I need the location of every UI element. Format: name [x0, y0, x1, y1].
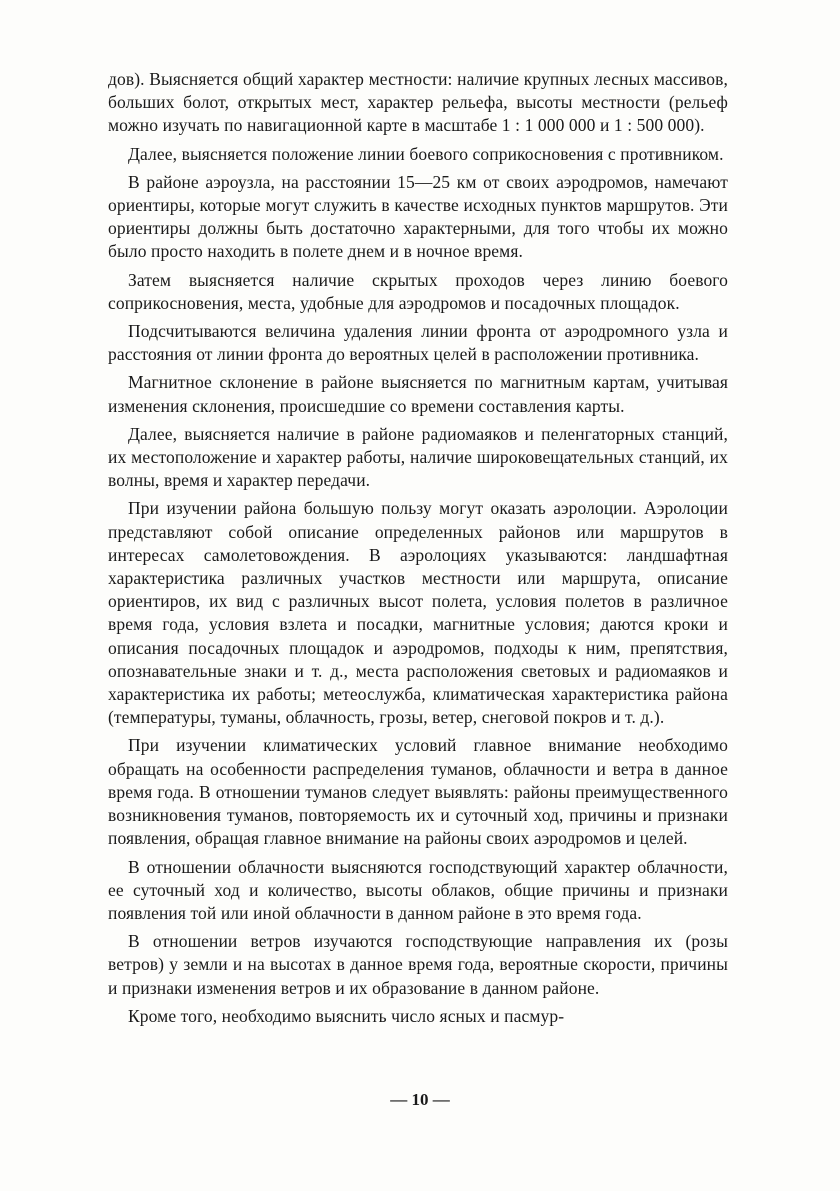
paragraph: Затем выясняется наличие скрытых проходов через линию боевого соприкосновения, места, удобные для аэродромов и посадочных площадок.	[108, 269, 728, 313]
paragraph: При изучении района большую пользу могут оказать аэролоции. Аэролоции представляют собой описание определенных районов или маршрутов в интересах самолетовождения. В аэролоциях указываются: ландшафтная характеристика различных участков местности или маршрута, описание ориентиров, их вид с различных высот полета, условия полетов в различное время года, условия взлета и посадки, магнитные условия; даются кроки и описания посадочных площадок и аэродромов, подходы к ним, препятствия, опознавательные знаки и т. д., места расположения световых и радиомаяков и характеристика их работы; метеослужба, климатическая характеристика района (температуры, туманы, облачность, грозы, ветер, снеговой покров и т. д.).	[108, 498, 728, 728]
paragraph: В отношении облачности выясняются господствующий характер облачности, ее суточный ход и количество, высоты облаков, общие причины и признаки появления той или иной облачности в данном районе в это время года.	[108, 856, 728, 923]
page-number: — 10 —	[390, 1090, 450, 1109]
paragraph: Далее, выясняется положение линии боевого соприкосновения с противником.	[128, 143, 724, 164]
paragraph: Подсчитываются величина удаления линии фронта от аэродромного узла и расстояния от линии фронта до вероятных целей в расположении противника.	[108, 321, 728, 365]
paragraph: дов). Выясняется общий характер местности: наличие крупных лесных массивов, больших болот, открытых мест, характер рельефа, высоты местности (рельеф можно изучать по навигационной карте в масштабе 1 : 1 000 000 и 1 : 500 000).	[108, 69, 728, 136]
paragraph: Далее, выясняется наличие в районе радиомаяков и пеленгаторных станций, их местоположение и характер работы, наличие широковещательных станций, их волны, время и характер передачи.	[108, 423, 728, 491]
paragraph: В районе аэроузла, на расстоянии 15—25 км от своих аэродромов, намечают ориентиры, которые могут служить в качестве исходных пунктов маршрутов. Эти ориентиры должны быть достаточно характерными, для того чтобы их можно было просто находить в полете днем и в ночное время.	[108, 171, 728, 262]
paragraph: Кроме того, необходимо выяснить число ясных и пасмур-	[128, 1005, 565, 1026]
body-text	[108, 68, 728, 1033]
paragraph: Магнитное склонение в районе выясняется по магнитным картам, учитывая изменения склонения, происшедшие со времени составления карты.	[108, 372, 728, 416]
paragraph: При изучении климатических условий главное внимание необходимо обращать на особенности распределения туманов, облачности и ветра в данное время года. В отношении туманов следует выявлять: районы преимущественного возникновения туманов, повторяемость их и суточный ход, причины и признаки появления, обращая главное внимание на районы своих аэродромов и целей.	[108, 735, 728, 849]
paragraph: В отношении ветров изучаются господствующие направления их (розы ветров) у земли и на высотах в данное время года, вероятные скорости, причины и признаки изменения ветров и их образование в данном районе.	[108, 931, 728, 998]
